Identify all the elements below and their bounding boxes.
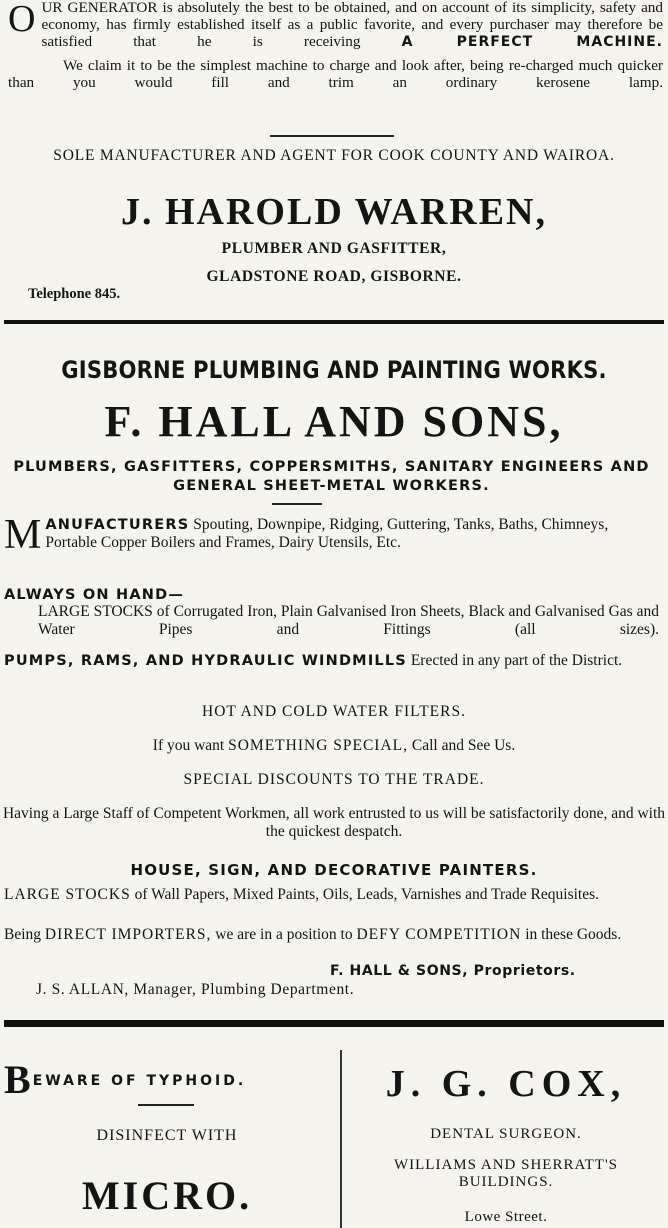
sole-agent-line: SOLE MANUFACTURER AND AGENT FOR COOK COUNTY AND WAIROA. (53, 147, 615, 164)
micro-product: MICRO. (81, 1173, 253, 1218)
column-rule (4, 320, 664, 324)
manufacturers-heading: ANUFACTURERS (45, 517, 190, 533)
typhoid-heading (4, 1056, 334, 1103)
hall-manager: J. S. ALLAN, Manager, Plumbing Department. (36, 981, 355, 998)
hall-manufacturers (4, 512, 659, 558)
stocks-text: of Wall Papers, Mixed Paints, Oils, Leads, Varnishes and Trade Requisites. (134, 886, 600, 903)
divider (270, 135, 394, 137)
defy-competition: DEFY COMPETITION (356, 926, 522, 943)
warren-name: J. HAROLD WARREN, (120, 191, 547, 233)
stocks-line (4, 886, 659, 904)
cox-name: J. G. COX, (385, 1063, 627, 1105)
cox-title: DENTAL SURGEON. (430, 1126, 582, 1142)
painters-line: HOUSE, SIGN, AND DECORATIVE PAINTERS. (130, 861, 538, 879)
pumps-heading: PUMPS, RAMS, AND HYDRAULIC WINDMILLS (4, 653, 407, 669)
disinfect-line: DISINFECT WITH (96, 1127, 238, 1144)
staff-text: Having a Large Staff of Competent Workmen, all work entrusted to us will be satisfactorily done, and with the quickest despatch. (2, 805, 666, 840)
typhoid-dropcap: B (4, 1057, 31, 1102)
column-separator (340, 1050, 342, 1228)
generator-paragraph-2: We claim it to be the simplest machine to charge and look after, being re-charged much quicker than you would fill and trim an ordinary kerosene lamp. (8, 57, 663, 92)
pumps-text: Erected in any part of the District. (410, 652, 623, 669)
manufacturers-dropcap: M (4, 512, 42, 558)
typhoid-heading-text: EWARE OF TYPHOID. (32, 1073, 247, 1089)
special-mid: SOMETHING SPECIAL, (228, 737, 409, 754)
generator-dropcap: O (8, 0, 36, 40)
hall-name: F. HALL AND SONS, (104, 397, 564, 446)
discounts-line: SPECIAL DISCOUNTS TO THE TRADE. (183, 771, 485, 788)
warren-trade: PLUMBER AND GASFITTER, (221, 240, 447, 257)
always-heading: ALWAYS ON HAND— (4, 587, 185, 603)
always-text: LARGE STOCKS of Corrugated Iron, Plain Galvanised Iron Sheets, Black and Galvanised Gas and Water Pipes and Fittings (all sizes). (38, 603, 659, 638)
warren-address: GLADSTONE ROAD, GISBORNE. (206, 268, 462, 285)
direct-line (4, 926, 659, 944)
generator-paragraph-1 (8, 0, 663, 50)
special-line (0, 737, 668, 755)
manufacturers-text: Spouting, Downpipe, Ridging, Guttering, Tanks, Baths, Chimneys, Portable Copper Boilers and Frames, Dairy Utensils, Etc. (45, 516, 609, 551)
generator-ad (8, 0, 663, 92)
generator-text: UR GENERATOR is absolutely the best to be obtained, and on account of its simplicity, safety and economy, has firmly established itself as a public favorite, and every purchaser may therefore be satisfied that he is receiving (41, 0, 663, 50)
section-rule (4, 1020, 664, 1027)
direct-post: in these Goods. (525, 926, 622, 943)
pumps-line (4, 652, 659, 670)
direct-pre: Being (4, 926, 42, 943)
stocks-heading: LARGE STOCKS (4, 886, 131, 903)
divider (138, 1104, 194, 1106)
filters-line: HOT AND COLD WATER FILTERS. (202, 703, 466, 720)
direct-text: we are in a position to (215, 926, 353, 943)
generator-highlight: A PERFECT MACHINE. (401, 33, 663, 50)
cox-street: Lowe Street. (464, 1209, 548, 1225)
special-post: Call and See Us. (411, 737, 516, 754)
divider (272, 503, 322, 505)
special-pre: If you want (152, 737, 225, 754)
hall-heading: GISBORNE PLUMBING AND PAINTING WORKS. (61, 356, 607, 384)
hall-proprietors: F. HALL & SONS, Proprietors. (330, 963, 576, 979)
hall-trades: PLUMBERS, GASFITTERS, COPPERSMITHS, SANITARY ENGINEERS AND GENERAL SHEET-METAL WORKERS. (13, 459, 650, 494)
cox-building: WILLIAMS AND SHERRATT'S BUILDINGS. (393, 1157, 619, 1190)
direct-heading: DIRECT IMPORTERS, (44, 926, 212, 943)
warren-telephone: Telephone 845. (28, 286, 121, 302)
